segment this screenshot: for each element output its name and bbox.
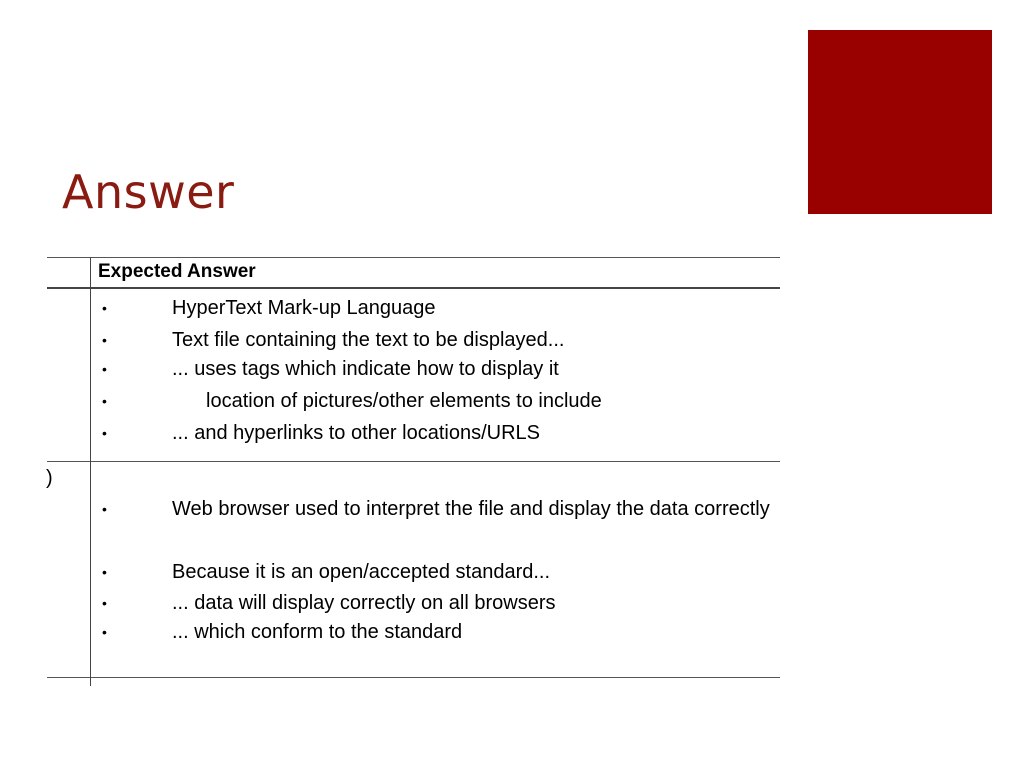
- bullet: •: [102, 393, 107, 409]
- table-top-rule: [47, 257, 780, 258]
- list-item-text: ... data will display correctly on all browsers: [172, 592, 556, 614]
- bullet: •: [102, 564, 107, 580]
- column-header: Expected Answer: [98, 261, 256, 282]
- column-divider: [90, 257, 91, 686]
- bullet: •: [102, 595, 107, 611]
- list-item-text: Because it is an open/accepted standard...: [172, 561, 551, 583]
- slide-title: Answer: [62, 165, 235, 219]
- bullet: •: [102, 361, 107, 377]
- list-item-text: location of pictures/other elements to include: [206, 390, 602, 412]
- bullet: •: [102, 501, 107, 517]
- bullet: •: [102, 300, 107, 316]
- row-marker: ): [46, 467, 53, 489]
- list-item: [98, 497, 778, 549]
- header-rule: [47, 287, 780, 289]
- bullet: •: [102, 425, 107, 441]
- accent-block: [808, 30, 992, 214]
- list-item-text: ... uses tags which indicate how to display it: [172, 358, 559, 380]
- bullet: •: [102, 332, 107, 348]
- list-item-text: ... which conform to the standard: [172, 621, 463, 643]
- bullet: •: [102, 624, 107, 640]
- row-divider: [47, 461, 780, 462]
- list-item-text: HyperText Mark-up Language: [172, 297, 436, 319]
- table-bottom-rule: [47, 677, 780, 678]
- list-item-text: ... and hyperlinks to other locations/URLS: [172, 422, 540, 444]
- list-item-text: Web browser used to interpret the file and display the data correctly: [172, 498, 770, 520]
- list-item-text: Text file containing the text to be displayed...: [172, 329, 565, 351]
